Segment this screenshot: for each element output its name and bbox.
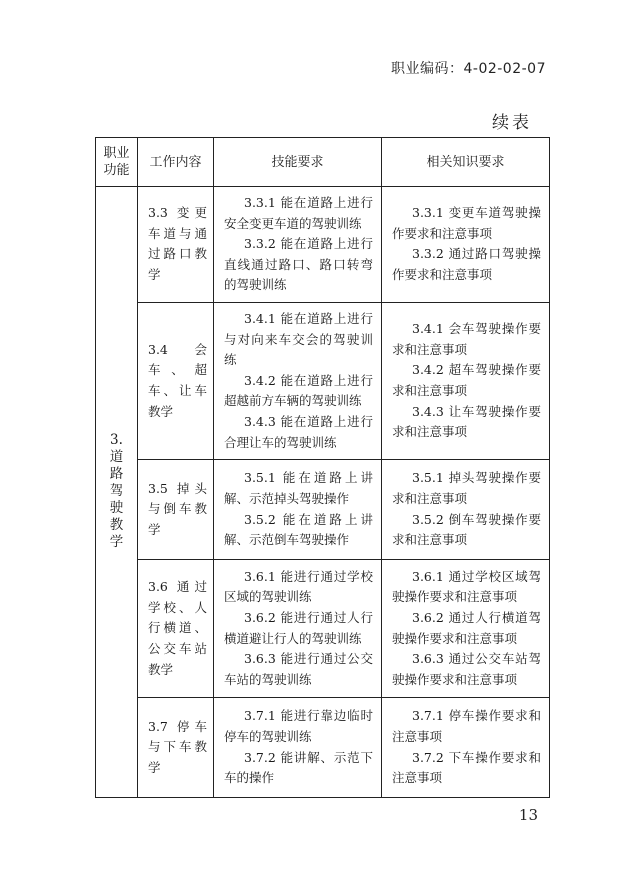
table-row [96,302,550,459]
knowledge-item: 3.4.2 超车驾驶操作要求和注意事项 [392,362,541,399]
skill-item: 3.7.1 能进行靠边临时停车的驾驶训练 [224,708,373,745]
knowledge-cell [382,187,550,303]
col-header-skills: 技能要求 [214,138,382,187]
content-cell: 3.5 掉头与倒车教学 [138,460,214,560]
skills-cell [214,302,382,459]
knowledge-cell [382,560,550,698]
table-row [96,560,550,698]
knowledge-cell [382,460,550,560]
content-cell: 3.6 通过学校、人行横道、公交车站教学 [138,560,214,698]
skill-item: 3.6.2 能进行通过人行横道避让行人的驾驶训练 [224,610,373,646]
content-cell: 3.4 会车、超车、让车教学 [138,302,214,459]
skills-cell [214,560,382,698]
knowledge-item: 3.4.3 让车驾驶操作要求和注意事项 [392,403,541,440]
skill-item: 3.6.3 能进行通过公交车站的驾驶训练 [224,651,373,687]
skills-cell [214,698,382,798]
knowledge-item: 3.3.2 通过路口驾驶操作要求和注意事项 [392,246,541,283]
knowledge-item: 3.4.1 会车驾驶操作要求和注意事项 [392,321,541,357]
skill-item: 3.3.1 能在道路上进行安全变更车道的驾驶训练 [224,195,373,231]
knowledge-item: 3.7.2 下车操作要求和注意事项 [392,749,541,786]
skill-item: 3.4.3 能在道路上进行合理让车的驾驶训练 [224,413,373,450]
knowledge-item: 3.3.1 变更车道驾驶操作要求和注意事项 [392,205,541,241]
knowledge-cell [382,302,550,459]
occupation-code: 职业编码：4-02-02-07 [390,61,546,77]
skill-item: 3.3.2 能在道路上进行直线通过路口、路口转弯的驾驶训练 [224,236,373,293]
skill-item: 3.4.2 能在道路上进行超越前方车辆的驾驶训练 [224,372,373,409]
knowledge-item: 3.5.1 掉头驾驶操作要求和注意事项 [392,470,541,507]
skills-cell [214,460,382,560]
col-header-knowledge: 相关知识要求 [382,138,550,187]
knowledge-item: 3.6.2 通过人行横道驾驶操作要求和注意事项 [392,610,541,646]
continued-label: 续表 [492,113,532,133]
col-header-function: 职业功能 [96,138,138,187]
table-row [96,460,550,560]
function-cell [96,187,138,798]
skill-item: 3.6.1 能进行通过学校区域的驾驶训练 [224,568,373,605]
content-cell: 3.7 停车与下车教学 [138,698,214,798]
skill-item: 3.5.1 能在道路上讲解、示范掉头驾驶操作 [224,470,373,507]
skills-cell [214,187,382,303]
table-row [96,187,550,303]
table-header-row [96,138,550,187]
skill-item: 3.5.2 能在道路上讲解、示范倒车驾驶操作 [224,511,373,548]
knowledge-item: 3.6.1 通过学校区域驾驶操作要求和注意事项 [392,568,541,605]
col-header-content: 工作内容 [138,138,214,187]
page-number: 13 [518,806,538,824]
skill-item: 3.7.2 能讲解、示范下车的操作 [224,749,373,786]
knowledge-item: 3.5.2 倒车驾驶操作要求和注意事项 [392,511,541,548]
knowledge-item: 3.6.3 通过公交车站驾驶操作要求和注意事项 [392,651,541,687]
knowledge-item: 3.7.1 停车操作要求和注意事项 [392,708,541,745]
skill-item: 3.4.1 能在道路上进行与对向来车交会的驾驶训练 [224,310,373,368]
function-label: 3. 道路驾驶教学 [109,431,124,550]
content-cell: 3.3 变更车道与通过路口教学 [138,187,214,303]
requirements-table [95,137,550,798]
knowledge-cell [382,698,550,798]
table-row [96,698,550,798]
